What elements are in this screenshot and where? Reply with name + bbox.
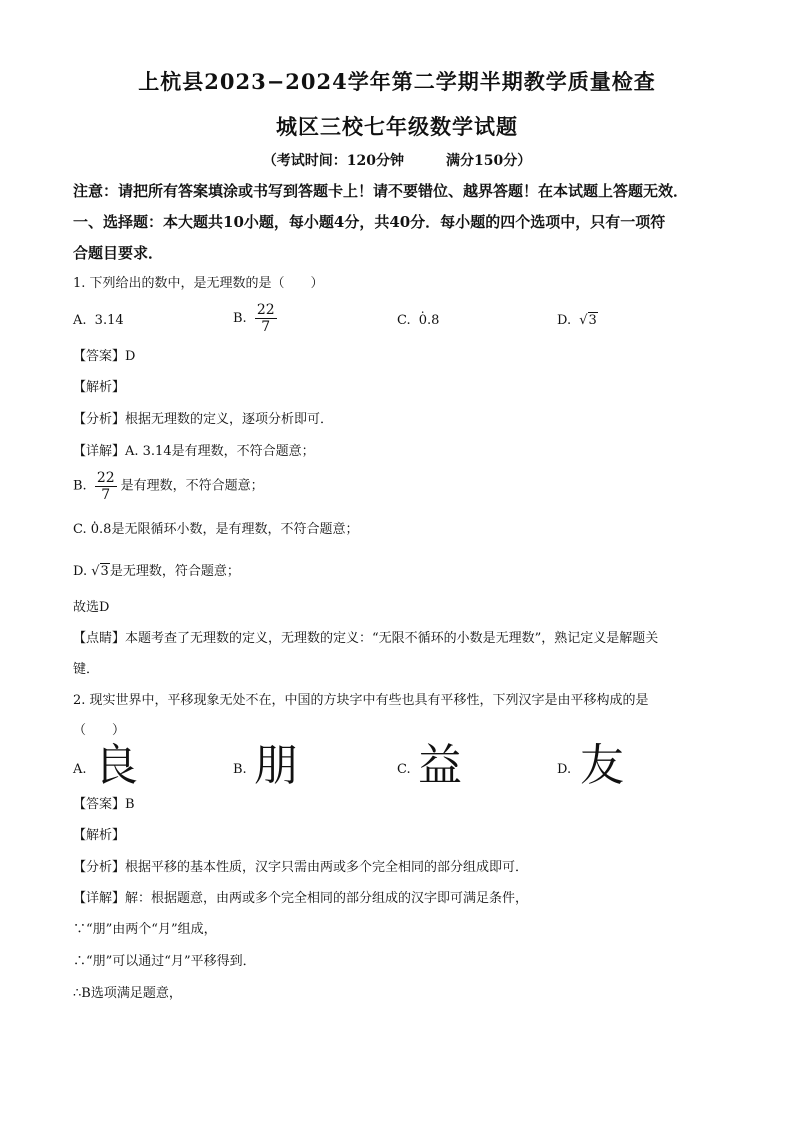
q2-option-b-char: 朋: [254, 740, 298, 791]
q1-option-a: [73, 313, 124, 328]
option-label: D.: [73, 564, 88, 579]
detail-text: 是无理数，符合题意；: [109, 564, 240, 579]
square-root: √3: [579, 313, 597, 328]
square-root: √3: [91, 564, 109, 579]
option-label: D.: [557, 313, 572, 328]
section1-heading-line1: 一、选择题：本大题共10小题，每小题4分，共40分．每小题的四个选项中，只有一项符: [73, 213, 666, 231]
q1-dianjing-line1: 【点睛】本题考查了无理数的定义，无理数的定义：“无限不循环的小数是无理数”，熟记定义是解题关: [73, 631, 659, 646]
denominator: 7: [101, 487, 111, 503]
option-label: C.: [397, 313, 411, 328]
q2-fenxi: 【分析】根据平移的基本性质，汉字只需由两或多个完全相同的部分组成即可．: [73, 860, 529, 875]
q2-detail: 【详解】解：根据题意，由两或多个完全相同的部分组成的汉字即可满足条件，: [73, 891, 529, 906]
q1-analysis: 【解析】: [73, 380, 126, 395]
exam-info: [0, 150, 794, 170]
q2-therefore-2: ∴B选项满足题意，: [73, 986, 182, 1001]
numerator: 22: [256, 302, 275, 318]
q2-therefore-1: ∴“朋”可以通过“月”平移得到．: [73, 954, 256, 969]
exam-subtitle: 城区三校七年级数学试题: [276, 114, 518, 139]
radicand: 3: [100, 564, 109, 579]
q2-option-c-label: C.: [397, 762, 411, 777]
q1-fenxi: 【分析】根据无理数的定义，逐项分析即可．: [73, 412, 334, 427]
q1-detail-b: [73, 470, 264, 503]
q1-detail-a: 【详解】A. 3.14是有理数，不符合题意；: [73, 444, 315, 459]
q1-stem: 1. 下列给出的数中，是无理数的是（ ）: [73, 276, 324, 291]
q1-answer: 【答案】D: [73, 349, 136, 364]
q1-option-d: [557, 313, 598, 328]
q1-dianjing-line2: 键．: [73, 662, 100, 677]
repeating-decimal: 0.8 .: [91, 520, 112, 540]
q2-option-d-label: D.: [557, 762, 572, 777]
q2-option-a-char: 良: [94, 740, 138, 791]
repeating-decimal: 0.8 .: [419, 313, 440, 328]
q2-analysis: 【解析】: [73, 828, 126, 843]
option-label: B.: [233, 311, 247, 326]
q2-option-a-label: A.: [73, 762, 87, 777]
q1-detail-c: [73, 520, 358, 540]
q1-detail-d: [73, 562, 240, 582]
fraction: [255, 302, 277, 335]
detail-text: 是有理数，不符合题意；: [120, 478, 264, 494]
q2-option-d-char: 友: [580, 740, 624, 791]
q2-option-b-label: B.: [233, 762, 247, 777]
section1-heading-line2: 合题目要求．: [73, 244, 164, 262]
q2-stem-paren: （ ）: [73, 723, 126, 738]
radicand: 3: [588, 313, 597, 328]
q1-conclusion: 故选D: [73, 600, 110, 615]
exam-title: 上杭县2023−2024学年第二学期半期教学质量检查: [138, 69, 656, 94]
exam-time: （考试时间：120分钟: [262, 153, 404, 169]
option-label: C.: [73, 522, 87, 537]
notice: 注意：请把所有答案填涂或书写到答题卡上！请不要错位、越界答题！在本试题上答题无效．: [73, 182, 689, 200]
q1-option-c: [397, 313, 439, 328]
q2-because: ∵“朋”由两个“月”组成，: [73, 922, 217, 937]
q1-option-b: [233, 302, 281, 335]
detail-text: 是无限循环小数，是有理数，不符合题意；: [111, 522, 359, 537]
q2-stem: 2. 现实世界中，平移现象无处不在，中国的方块字中有些也具有平移性，下列汉字是由平移构成的是: [73, 693, 649, 708]
option-value: 3.14: [94, 313, 124, 328]
option-label: B.: [73, 478, 87, 494]
option-label: A.: [73, 313, 87, 328]
q2-option-c-char: 益: [418, 740, 462, 791]
full-score: 满分150分）: [446, 153, 532, 169]
fraction: [95, 470, 117, 503]
denominator: 7: [261, 319, 271, 335]
q2-answer: 【答案】B: [73, 797, 135, 812]
numerator: 22: [96, 470, 115, 486]
